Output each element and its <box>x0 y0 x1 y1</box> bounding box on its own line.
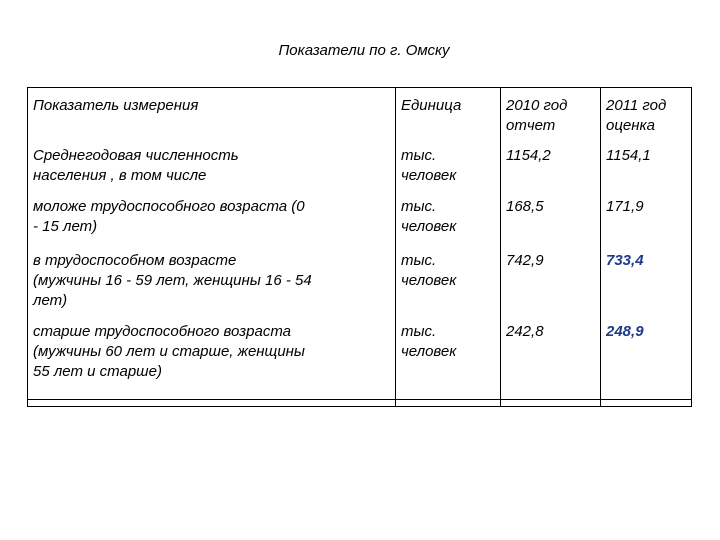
header-unit: Единица <box>401 97 462 114</box>
column-divider <box>500 88 501 406</box>
row-1-indicator: Среднегодовая численность населения , в том числе <box>33 147 239 184</box>
table-bottom-rule <box>28 399 691 400</box>
row-1-2011: 1154,1 <box>606 147 651 164</box>
row-3-unit: тыс. человек <box>401 252 457 289</box>
header-2010: 2010 год отчет <box>506 97 568 134</box>
row-1-unit: тыс. человек <box>401 147 457 184</box>
row-1-2010: 1154,2 <box>506 147 551 164</box>
row-4-2010: 242,8 <box>506 323 544 340</box>
row-2-unit: тыс. человек <box>401 198 457 235</box>
page-title: Показатели по г. Омску <box>278 42 450 59</box>
row-2-2011: 171,9 <box>606 198 644 215</box>
column-divider <box>600 88 601 406</box>
indicators-table <box>27 87 692 407</box>
column-divider <box>395 88 396 406</box>
header-indicator: Показатель измерения <box>33 97 199 114</box>
row-4-unit: тыс. человек <box>401 323 457 360</box>
row-3-indicator: в трудоспособном возрасте (мужчины 16 - 59 лет, женщины 16 - 54 лет) <box>33 252 312 309</box>
row-4-indicator: старше трудоспособного возраста (мужчины 60 лет и старше, женщины 55 лет и старше) <box>33 323 305 380</box>
header-2011: 2011 год оценка <box>606 97 667 134</box>
row-2-indicator: моложе трудоспособного возраста (0 - 15 лет) <box>33 198 305 235</box>
row-3-2011: 733,4 <box>606 252 644 269</box>
row-2-2010: 168,5 <box>506 198 544 215</box>
row-3-2010: 742,9 <box>506 252 544 269</box>
row-4-2011: 248,9 <box>606 323 644 340</box>
